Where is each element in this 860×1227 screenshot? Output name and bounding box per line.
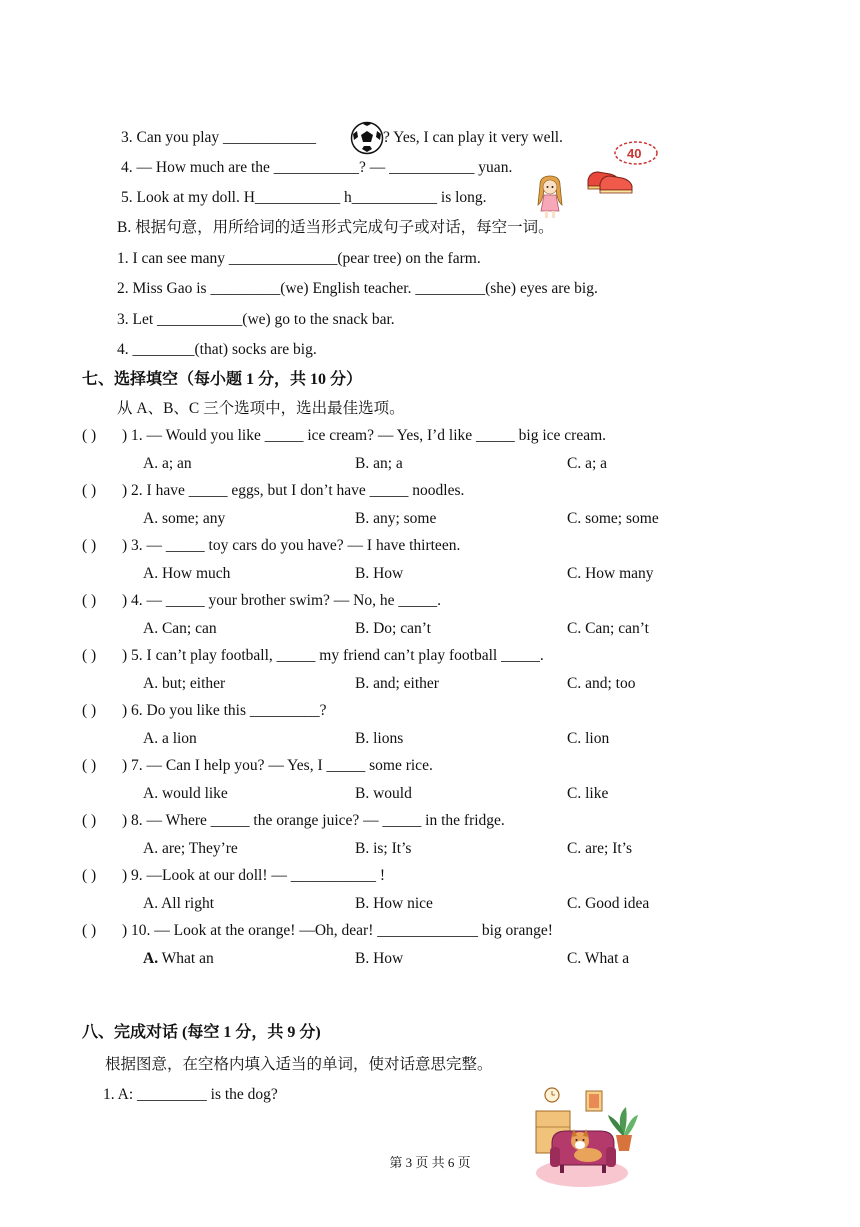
option-b: B. How [355,950,404,967]
option-text: What an [158,950,214,967]
item-6a-3-answer: ? Yes, I can play it very well. [383,129,563,146]
option-c: C. and; too [567,675,636,692]
option-c: C. How many [567,565,654,582]
option-a [143,949,214,969]
option-b: B. Do; can’t [355,620,431,637]
answer-blank: ( ) [82,757,97,774]
option-a: A. are; They’re [143,840,238,857]
answer-blank: ( ) [82,922,97,939]
option-b: B. an; a [355,455,403,472]
item-6a-4: 4. — How much are the ___________? — ___________ yuan. [121,159,513,176]
answer-blank: ( ) [82,647,97,664]
option-a: A. a lion [143,730,197,747]
dialogue-item-1: 1. A: _________ is the dog? [103,1086,278,1103]
option-c: C. are; It’s [567,840,632,857]
answer-blank: ( ) [82,812,97,829]
item-6a-5: 5. Look at my doll. H___________ h___________ is long. [121,189,487,206]
item-6b-2: 2. Miss Gao is _________(we) English teacher. _________(she) eyes are big. [117,280,598,297]
option-c: C. lion [567,730,610,747]
option-b: B. and; either [355,675,439,692]
option-b: B. is; It’s [355,840,412,857]
option-b: B. any; some [355,510,437,527]
football-icon [350,121,384,155]
option-c: C. some; some [567,510,659,527]
option-a: A. Can; can [143,620,217,637]
item-6b-3: 3. Let ___________(we) go to the snack bar. [117,311,395,328]
question-7: ) 7. — Can I help you? — Yes, I _____ some rice. [122,757,433,774]
answer-blank: ( ) [82,592,97,609]
answer-blank: ( ) [82,702,97,719]
item-6b-4: 4. ________(that) socks are big. [117,341,317,358]
option-b: B. How [355,565,404,582]
answer-blank: ( ) [82,537,97,554]
sneakers-price-icon [584,140,660,196]
option-b: B. How nice [355,895,433,912]
option-a: A. All right [143,895,215,912]
question-5: ) 5. I can’t play football, _____ my friend can’t play football _____. [122,647,544,664]
option-a: A. but; either [143,675,226,692]
option-c: C. a; a [567,455,608,472]
option-c: C. Good idea [567,895,650,912]
option-a: A. would like [143,785,228,802]
option-c: C. like [567,785,609,802]
option-c: C. What a [567,950,630,967]
answer-blank: ( ) [82,427,97,444]
option-a: A. How much [143,565,231,582]
question-8: ) 8. — Where _____ the orange juice? — _____ in the fridge. [122,812,505,829]
question-10: ) 10. — Look at the orange! —Oh, dear! _____________ big orange! [122,922,553,939]
question-6: ) 6. Do you like this _________? [122,702,327,719]
item-6b-1: 1. I can see many ______________(pear tree) on the farm. [117,250,481,267]
option-b: B. lions [355,730,404,747]
doll-icon [535,175,565,221]
item-6a-3: 3. Can you play ____________ [121,129,317,146]
section-7-instruction: 从 A、B、C 三个选项中，选出最佳选项。 [117,400,405,417]
answer-blank: ( ) [82,482,97,499]
option-a: A. some; any [143,510,226,527]
dog-living-room-illustration [530,1085,642,1190]
question-4: ) 4. — _____ your brother swim? — No, he _____. [122,592,441,609]
question-3: ) 3. — _____ toy cars do you have? — I have thirteen. [122,537,461,554]
section-8-instruction: 根据图意，在空格内填入适当的单词，使对话意思完整。 [105,1056,493,1073]
option-b: B. would [355,785,412,802]
section-7-title: 七、选择填空（每小题 1 分，共 10 分） [82,371,363,388]
part-6b-instruction: B. 根据句意，用所给词的适当形式完成句子或对话，每空一词。 [117,219,554,236]
svg-text:40: 40 [627,146,642,161]
page-footer: 第 3 页 共 6 页 [389,1155,471,1170]
question-9: ) 9. —Look at our doll! — ___________ ! [122,867,386,884]
option-c: C. Can; can’t [567,620,649,637]
question-2: ) 2. I have _____ eggs, but I don’t have _____ noodles. [122,482,465,499]
option-letter: A. [143,950,159,967]
option-a: A. a; an [143,455,192,472]
answer-blank: ( ) [82,867,97,884]
section-8-title: 八、完成对话 (每空 1 分，共 9 分) [82,1024,321,1041]
question-1: ) 1. — Would you like _____ ice cream? — Yes, I’d like _____ big ice cream. [122,427,607,444]
